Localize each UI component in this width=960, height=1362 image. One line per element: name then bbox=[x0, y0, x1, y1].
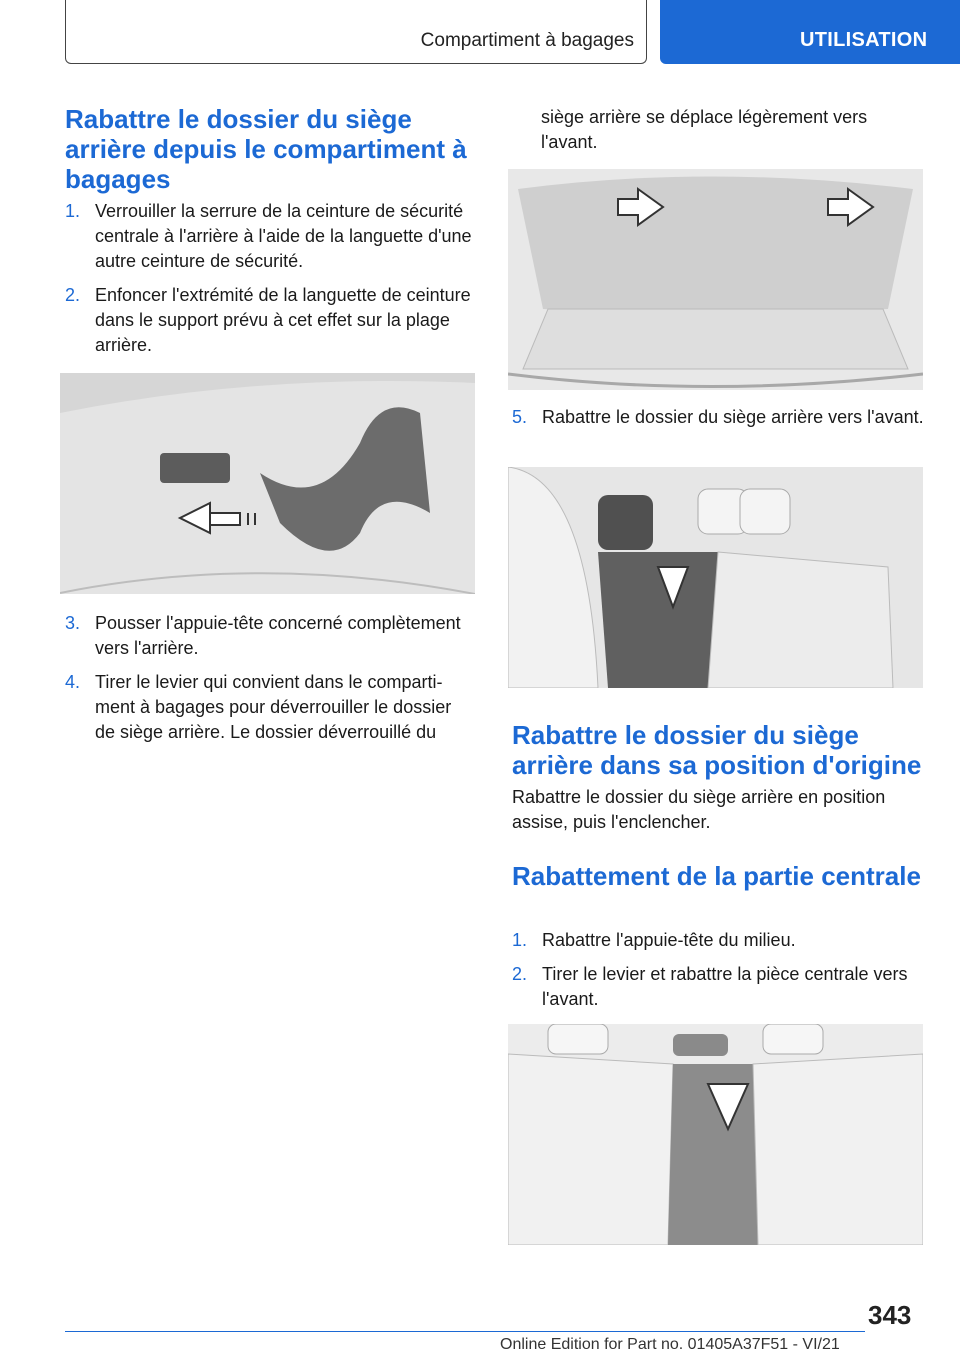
header-chapter-tab[interactable] bbox=[660, 0, 960, 64]
step-text: Rabattre l'appuie-tête du milieu. bbox=[542, 930, 796, 950]
step-number: 2. bbox=[512, 964, 528, 984]
list-item bbox=[65, 283, 475, 358]
page-number: 343 bbox=[868, 1300, 912, 1330]
section1-steps-b bbox=[65, 611, 475, 754]
list-item bbox=[65, 670, 475, 745]
step-text: Enfoncer l'extrémité de la languette de ceinture dans le support prévu à cet effet sur la plage arrière. bbox=[95, 285, 471, 355]
section3-steps bbox=[512, 928, 927, 1021]
step-number: 1. bbox=[512, 930, 528, 950]
figure-seat-fold bbox=[508, 467, 923, 688]
section1-step5 bbox=[512, 405, 924, 439]
list-item bbox=[512, 962, 927, 1012]
step-text: Tirer le levier qui convient dans le compartiment à bagages pour déverrouiller le dossier de siège arrière. Le dossier déverrouillé du bbox=[95, 672, 452, 742]
figure-belt-tongue bbox=[60, 373, 475, 594]
section2-body: Rabattre le dossier du siège arrière en position assise, puis l'enclencher. bbox=[512, 787, 886, 832]
step-number: 2. bbox=[65, 285, 81, 305]
step-text: Rabattre le dossier du siège arrière vers l'avant. bbox=[542, 407, 924, 427]
list-item bbox=[512, 405, 924, 430]
step-text: Pousser l'appuie-tête concerné complètement vers l'arrière. bbox=[95, 613, 461, 658]
header-section-title: Compartiment à bagages bbox=[420, 30, 634, 51]
list-item bbox=[65, 611, 475, 661]
footer-edition: Online Edition for Part no. 01405A37F51 - VI/21 bbox=[500, 1336, 840, 1353]
figure-trunk-levers bbox=[508, 169, 923, 390]
header-section-box bbox=[65, 0, 647, 64]
step-number: 3. bbox=[65, 613, 81, 633]
step-number: 1. bbox=[65, 201, 81, 221]
step-text: Verrouiller la serrure de la ceinture de sécurité centrale à l'arrière à l'aide de la languette d'une autre ceinture de sécurité. bbox=[95, 201, 472, 271]
step-number: 4. bbox=[65, 672, 81, 692]
section1-steps-a bbox=[65, 199, 475, 367]
section2-title: Rabattre le dossier du siège arrière dans sa position d'origine bbox=[512, 720, 922, 780]
footer-divider bbox=[65, 1331, 865, 1332]
step-text: Tirer le levier et rabattre la pièce centrale vers l'avant. bbox=[542, 964, 908, 1009]
list-item bbox=[65, 199, 475, 274]
step4-continuation: siège arrière se déplace légèrement vers l'avant. bbox=[541, 107, 868, 152]
section3-title: Rabattement de la partie centrale bbox=[512, 861, 921, 891]
figure-center-section bbox=[508, 1024, 923, 1245]
header-chapter-label: UTILISATION bbox=[800, 29, 928, 51]
section1-title: Rabattre le dossier du siège arrière depuis le compartiment à bagages bbox=[65, 104, 467, 194]
step-number: 5. bbox=[512, 407, 528, 427]
list-item bbox=[512, 928, 927, 953]
